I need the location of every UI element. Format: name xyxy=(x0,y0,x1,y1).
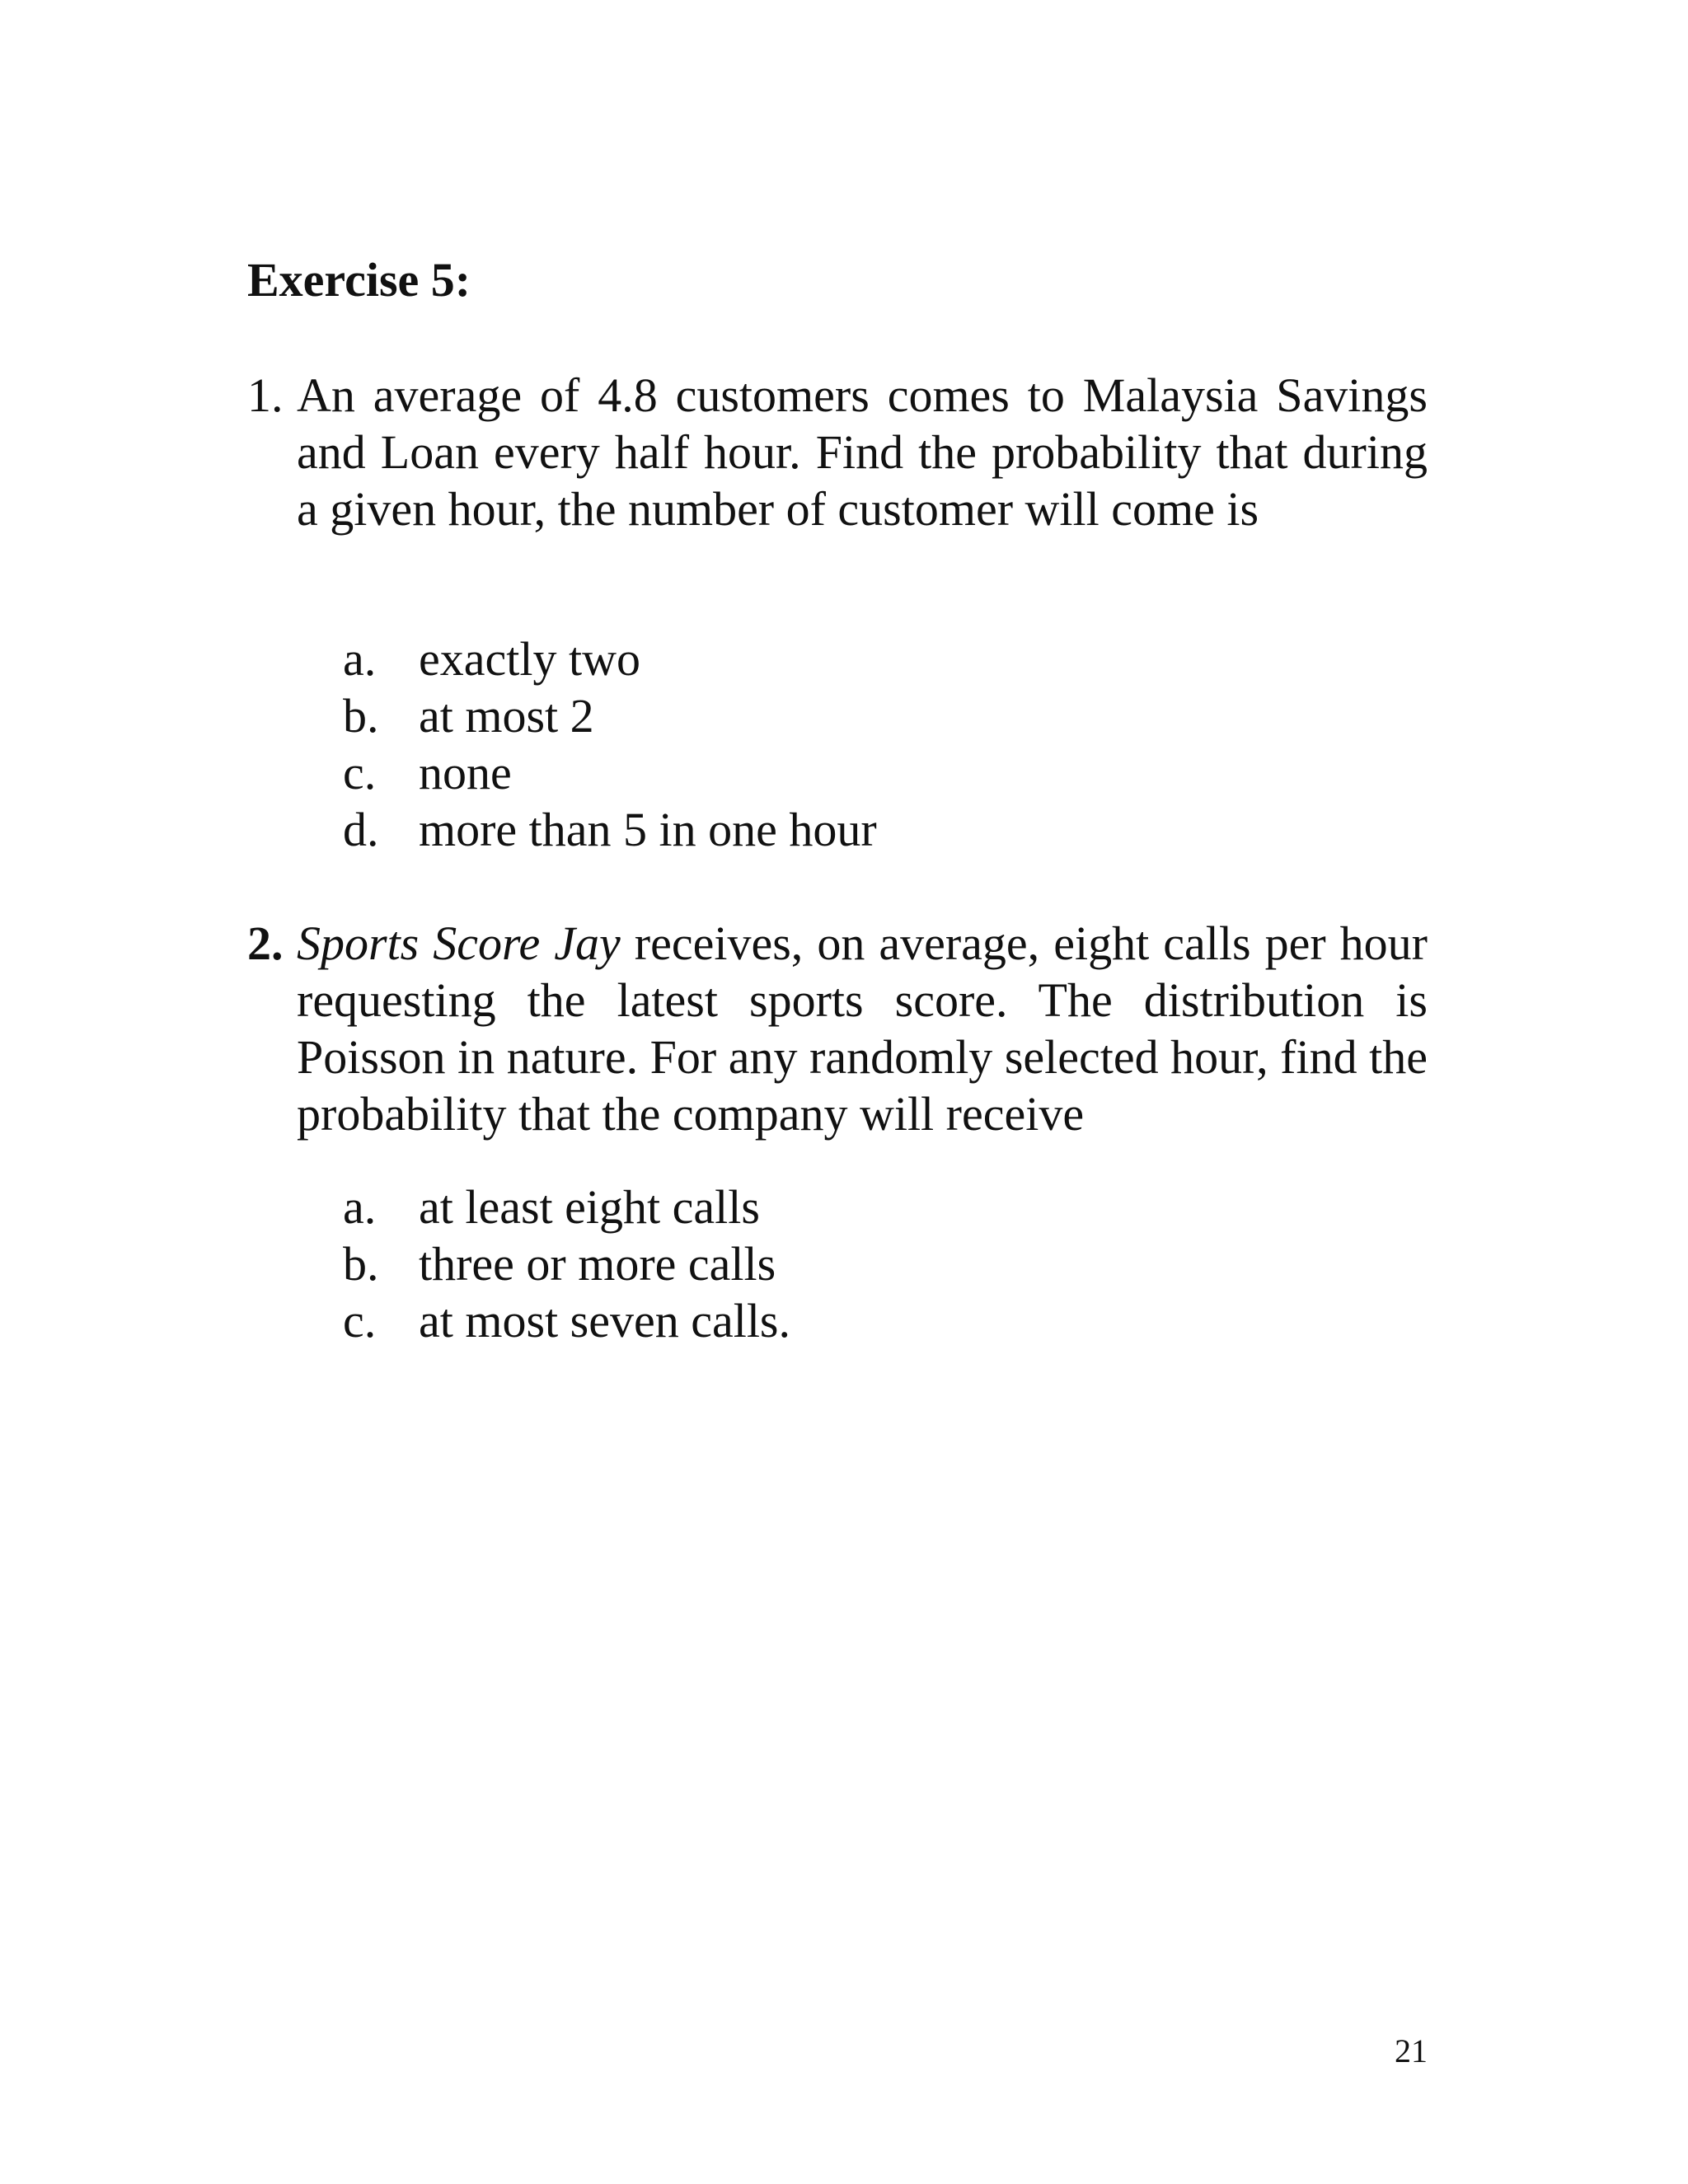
question-2 xyxy=(247,915,1428,1142)
option-letter: d. xyxy=(343,803,379,856)
question-2-options xyxy=(343,1179,790,1349)
option-letter: c. xyxy=(343,746,377,799)
question-1 xyxy=(247,367,1428,537)
company-name: Sports Score Jay xyxy=(297,916,621,970)
list-item xyxy=(343,744,877,801)
option-letter: a. xyxy=(343,632,377,686)
option-text: more than 5 in one hour xyxy=(419,803,877,856)
question-2-number: 2. xyxy=(247,916,284,970)
question-1-text: An average of 4.8 customers comes to Malaysia Savings and Loan every half hour. Find the probability that during a given hour, the number of customer will come is xyxy=(297,368,1428,536)
list-item xyxy=(343,1179,790,1235)
question-1-options xyxy=(343,630,877,858)
list-item xyxy=(343,1292,790,1349)
list-item xyxy=(343,687,877,744)
option-text: none xyxy=(419,746,512,799)
option-letter: b. xyxy=(343,689,379,743)
list-item xyxy=(343,630,877,687)
question-2-text xyxy=(297,915,1428,1142)
question-1-number: 1. xyxy=(247,368,284,422)
list-item xyxy=(343,801,877,858)
option-text: at most 2 xyxy=(419,689,594,743)
option-letter: b. xyxy=(343,1237,379,1291)
option-letter: a. xyxy=(343,1180,377,1234)
option-text: exactly two xyxy=(419,632,640,686)
option-text: at most seven calls. xyxy=(419,1294,791,1347)
option-letter: c. xyxy=(343,1294,377,1347)
exercise-heading: Exercise 5: xyxy=(247,253,471,307)
option-text: at least eight calls xyxy=(419,1180,760,1234)
question-2-body: receives, on average, eight calls per hour requesting the latest sports score. The distribution is Poisson in nature. For any randomly selected hour, find the probability that the company will receive xyxy=(297,916,1428,1141)
page-number: 21 xyxy=(1395,2032,1428,2069)
option-text: three or more calls xyxy=(419,1237,776,1291)
list-item xyxy=(343,1235,790,1292)
